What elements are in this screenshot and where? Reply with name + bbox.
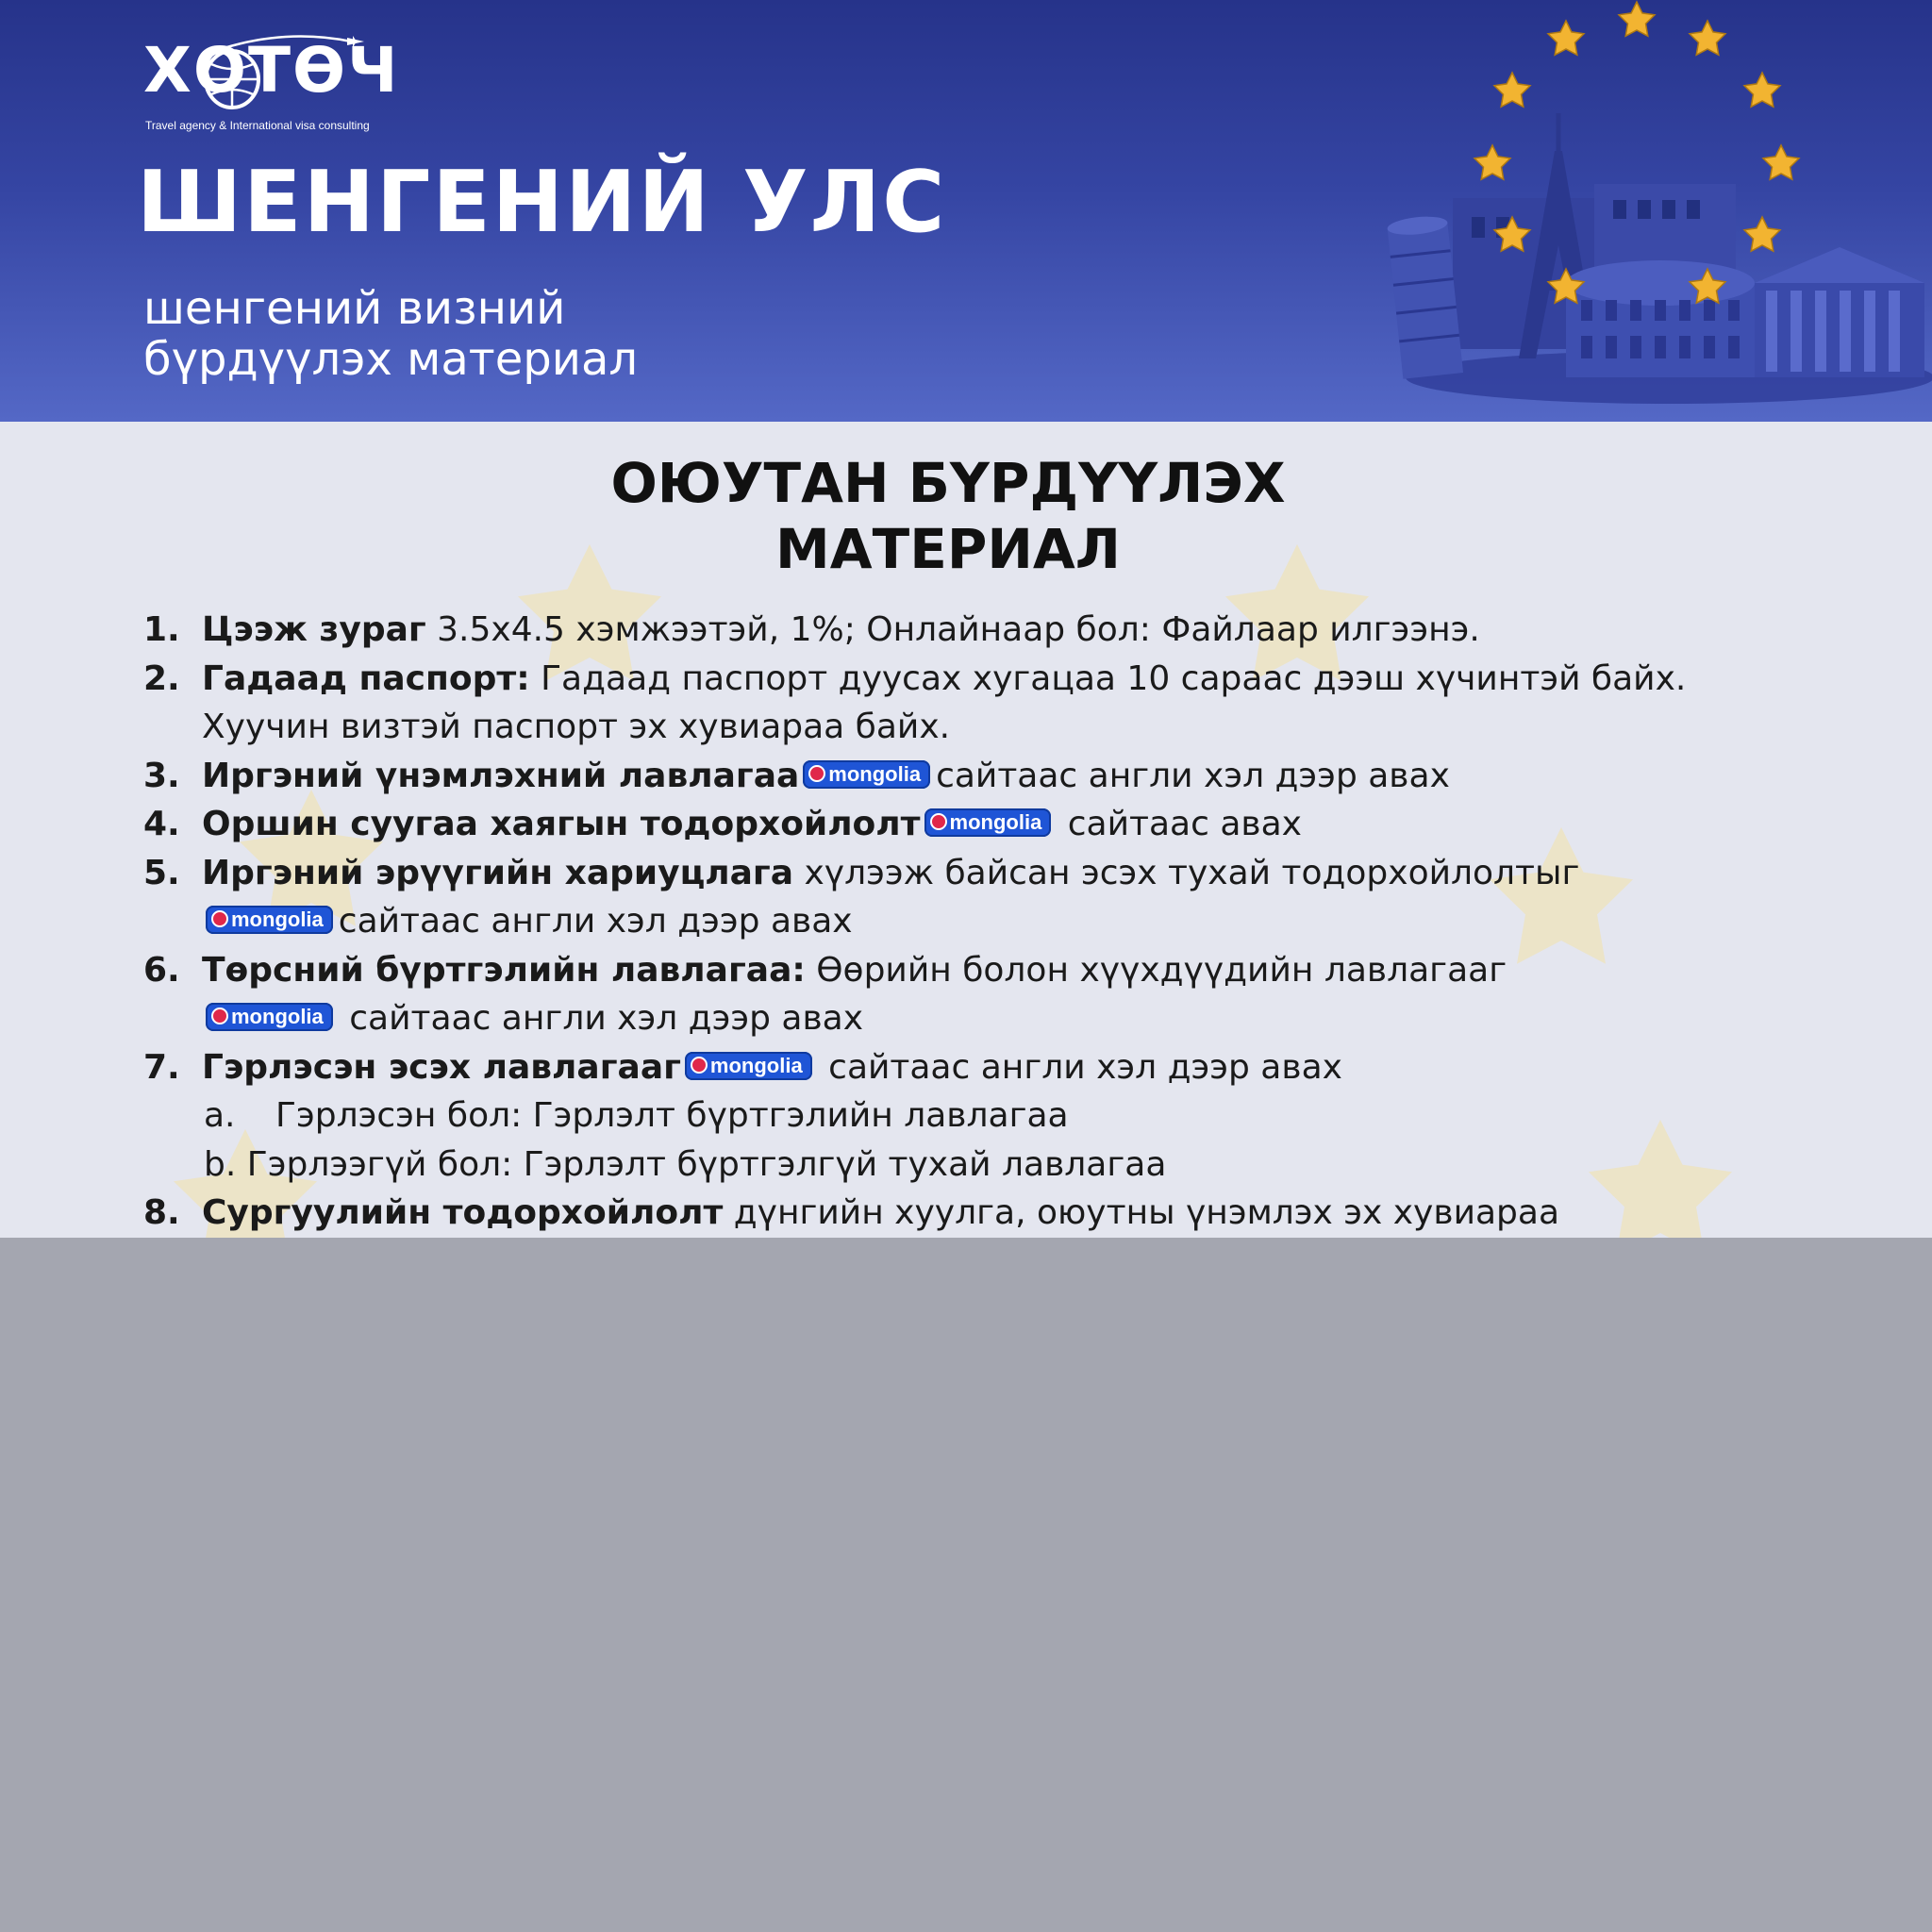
sub-item [143,1091,1917,1141]
item-title: Сургуулийн тодорхойлолт [202,1193,724,1232]
item-text-continued: сайтаас англи хэл дээр авах [338,902,853,941]
item-text: хүлээж байсан эсэх тухай тодорхойлолтыг [793,853,1580,892]
item-title: Гэрлэсэн эсэх лавлагааг [202,1047,681,1087]
item-text: сайтаас англи хэл дээр авах [936,756,1450,795]
item-number: 3. [143,756,180,795]
section-title-line: ОЮУТАН БҮРДҮҮЛЭХ [610,451,1286,515]
item-title: Иргэний үнэмлэхний лавлагаа [202,756,800,795]
badge-label: mongolia [231,908,324,931]
logo-wordmark: ХОТӨЧ [143,34,400,107]
eu-landmarks-illustration [1340,0,1932,422]
section-title-line: МАТЕРИАЛ [775,517,1121,581]
item-number: 5. [143,853,180,892]
list-item [143,849,1917,946]
unloaded-image-area [0,1238,1932,1932]
emongolia-logo-icon [930,813,947,830]
item-text: сайтаас авах [1057,805,1302,843]
emongolia-badge[interactable] [924,808,1052,837]
subtitle-line: бүрдүүлэх материал [143,333,639,386]
item-title: Төрсний бүртгэлийн лавлагаа: [202,950,806,990]
emongolia-badge[interactable] [803,760,930,789]
item-text: Өөрийн болон хүүхдүүдийн лавлагааг [805,950,1507,990]
emongolia-badge[interactable] [685,1052,812,1080]
header-banner [0,0,1932,422]
emongolia-badge[interactable] [206,1003,333,1031]
sub-item-marker: b. [204,1144,237,1184]
list-item [143,752,1917,801]
emongolia-logo-icon [808,765,825,782]
item-text: сайтаас англи хэл дээр авах [817,1047,1342,1087]
subtitle-line: шенгений визний [143,282,566,335]
item-text: Гадаад паспорт дуусах хугацаа 10 сараас дээш хүчинтэй байх. [529,658,1687,698]
item-number: 4. [143,805,180,843]
page-subtitle [143,283,638,385]
badge-label: mongolia [828,761,922,786]
emongolia-logo-icon [211,910,228,927]
item-text-continued: сайтаас англи хэл дээр авах [338,999,864,1038]
company-logo [142,26,400,140]
list-item [143,946,1917,1043]
item-number: 7. [143,1047,180,1087]
emongolia-logo-icon [211,1008,228,1024]
list-item [143,606,1917,655]
list-item [143,1189,1917,1238]
logo-tagline: Travel agency & International visa consulting [145,119,370,132]
item-number: 1. [143,610,180,649]
emongolia-logo-icon [691,1057,708,1074]
emongolia-badge[interactable] [206,906,333,934]
requirements-list [143,606,1917,1238]
sub-item [143,1141,1917,1190]
badge-label: mongolia [231,1005,324,1028]
item-title: Гадаад паспорт: [202,658,530,698]
section-title [0,450,1896,582]
page-title: ШЕНГЕНИЙ УЛС [137,153,947,252]
item-title: Оршин суугаа хаягын тодорхойлолт [202,805,921,843]
item-title: Иргэний эрүүгийн хариуцлага [202,853,794,892]
sub-item-text: Гэрлээгүй бол: Гэрлэлт бүртгэлгүй тухай лавлагаа [246,1144,1167,1184]
badge-label: mongolia [949,810,1042,834]
list-item [143,1043,1917,1092]
item-text: дүнгийн хуулга, оюутны үнэмлэх эх хувиараа [723,1193,1560,1232]
sub-item-text: Гэрлэсэн бол: Гэрлэлт бүртгэлийн лавлагаа [275,1096,1069,1135]
item-text-continued: Хуучин визтэй паспорт эх хувиараа байх. [202,708,951,746]
item-title: Цээж зураг [202,610,426,649]
item-text: 3.5x4.5 хэмжээтэй, 1%; Онлайнаар бол: Файлаар илгээнэ. [425,610,1480,649]
list-item [143,655,1917,752]
item-number: 6. [143,950,180,990]
requirements-section [0,422,1932,1238]
badge-label: mongolia [709,1053,803,1077]
sub-item-marker: a. [204,1096,236,1135]
item-number: 8. [143,1193,180,1232]
item-number: 2. [143,658,180,698]
list-item [143,800,1917,849]
